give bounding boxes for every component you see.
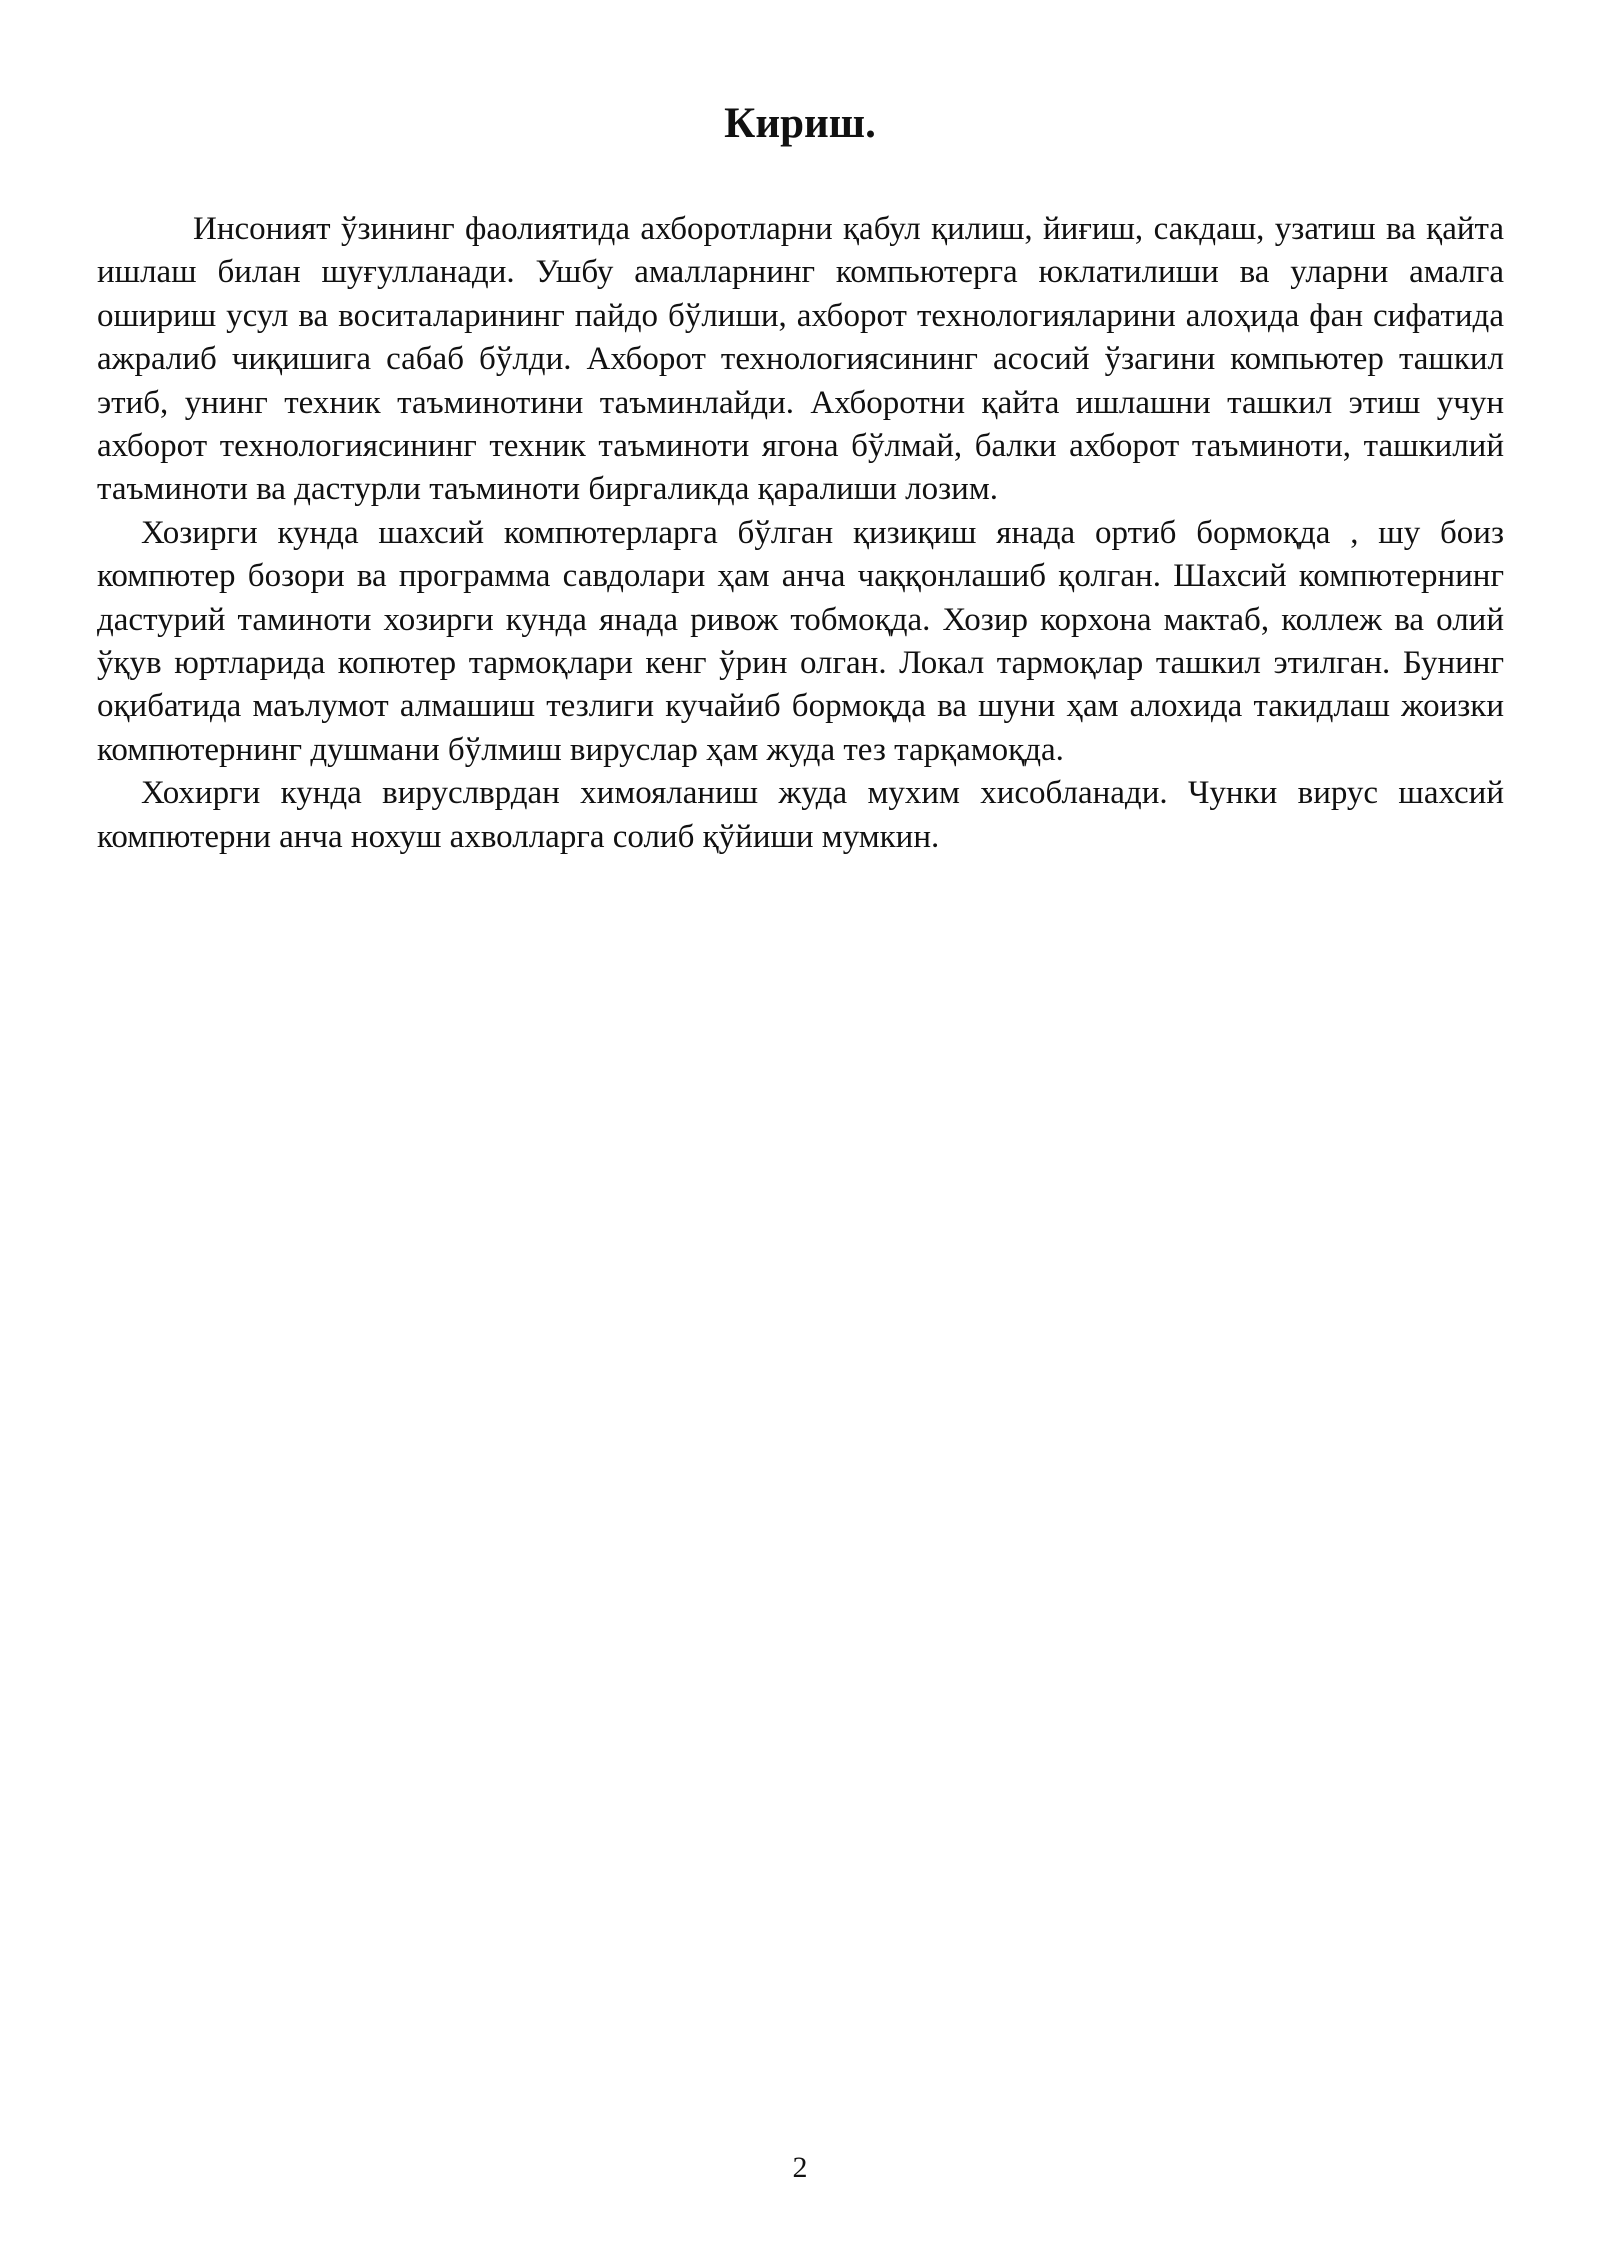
paragraph-computer-interest: Хозирги кунда шахсий компютерларга бўлган қизиқиш янада ортиб бормоқда , шу боиз компютер бозори ва программа савдолари ҳам анча чаққонлашиб қолган. Шахсий компютернинг дастурий таминоти хозирги кунда янада ривож тобмоқда. Хозир корхона мактаб, коллеж ва олий ўқув юртларида копютер тармоқлари кенг ўрин олган. Локал тармоқлар ташкил этилган. Бунинг оқибатида маълумот алмашиш тезлиги кучайиб бормоқда ва шуни ҳам алохида такидлаш жоизки компютернинг душмани бўлмиш вируслар ҳам жуда тез тарқамоқда. bbox=[97, 514, 1504, 768]
body-text bbox=[97, 208, 1504, 859]
page-number: 2 bbox=[792, 2151, 808, 2184]
paragraph-introduction: Инсоният ўзининг фаолиятида ахборотларни қабул қилиш, йиғиш, сакдаш, узатиш ва қайта ишлаш билан шуғулланади. Ушбу амалларнинг компьютерга юклатилиши ва уларни амалга ошириш усул ва воситаларининг пайдо бўлиши, ахборот технологияларини алоҳида фан сифатида ажралиб чиқишига сабаб бўлди. Ахборот технологиясининг асосий ўзагини компьютер ташкил этиб, унинг техник таъминотини таъминлайди. Ахборотни қайта ишлашни ташкил этиш учун ахборот технологиясининг техник таъминоти ягона бўлмай, балки ахборот таъминоти, ташкилий таъминоти ва дастурли таъминоти биргаликда қаралиши лозим. bbox=[97, 211, 1504, 508]
page-title: Кириш. bbox=[724, 100, 876, 147]
paragraph-virus-protection: Хохирги кунда вируслврдан химояланиш жуда мухим хисобланади. Чунки вирус шахсий компютерни анча нохуш ахволларга солиб қўйиши мумкин. bbox=[97, 775, 1504, 855]
